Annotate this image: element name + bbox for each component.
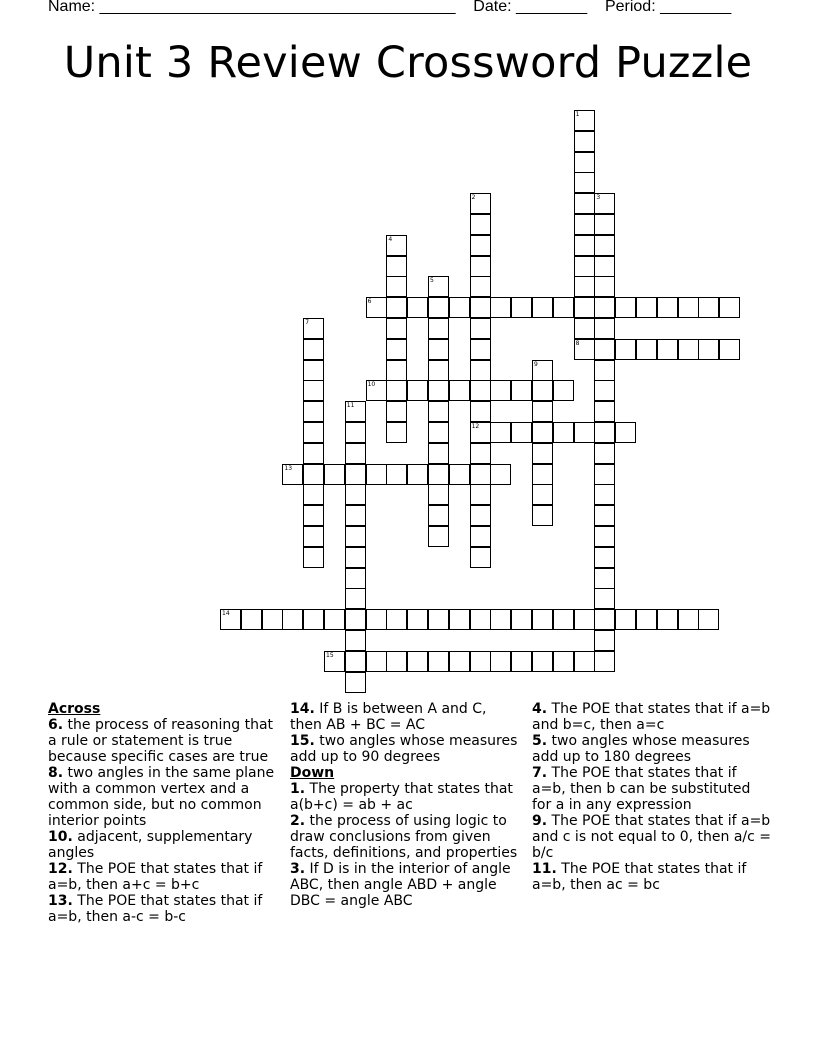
crossword-cell[interactable] — [428, 505, 449, 526]
crossword-cell[interactable] — [532, 297, 553, 318]
crossword-cell[interactable] — [407, 380, 428, 401]
crossword-cell[interactable] — [678, 297, 699, 318]
crossword-cell[interactable] — [719, 297, 740, 318]
clue-number: 9. — [532, 813, 548, 829]
crossword-cell[interactable] — [428, 297, 449, 318]
crossword-cell[interactable] — [324, 651, 345, 672]
crossword-cell[interactable] — [303, 422, 324, 443]
crossword-cell[interactable] — [470, 505, 491, 526]
across-clue-15 — [290, 733, 522, 765]
crossword-cell[interactable] — [553, 422, 574, 443]
crossword-cell[interactable] — [386, 401, 407, 422]
crossword-cell[interactable] — [345, 588, 366, 609]
crossword-cell[interactable] — [407, 297, 428, 318]
crossword-cell[interactable] — [470, 547, 491, 568]
clue-number: 7. — [532, 765, 548, 781]
crossword-cell[interactable] — [303, 380, 324, 401]
crossword-cell[interactable] — [594, 380, 615, 401]
clue-text: The POE that states that if a=b, then ac = bc — [532, 861, 747, 893]
crossword-cell[interactable] — [594, 588, 615, 609]
crossword-cell[interactable] — [594, 360, 615, 381]
crossword-cell[interactable] — [574, 297, 595, 318]
crossword-cell[interactable] — [345, 547, 366, 568]
crossword-cell[interactable] — [386, 339, 407, 360]
crossword-cell[interactable] — [428, 443, 449, 464]
crossword-cell[interactable] — [532, 380, 553, 401]
crossword-cell[interactable] — [407, 651, 428, 672]
crossword-cell[interactable] — [636, 297, 657, 318]
crossword-cell[interactable] — [470, 380, 491, 401]
crossword-cell[interactable] — [386, 297, 407, 318]
crossword-cell[interactable] — [303, 360, 324, 381]
crossword-cell[interactable] — [345, 443, 366, 464]
clue-number: 13. — [48, 893, 73, 909]
crossword-cell[interactable] — [698, 609, 719, 630]
crossword-cell[interactable] — [594, 609, 615, 630]
crossword-cell[interactable] — [490, 464, 511, 485]
crossword-cell[interactable] — [470, 484, 491, 505]
crossword-cell[interactable] — [449, 464, 470, 485]
name-date-period-line: Name: ________________________________________ Date: ________ Period: ________ — [48, 0, 732, 15]
crossword-cell[interactable] — [594, 443, 615, 464]
crossword-cell[interactable] — [428, 464, 449, 485]
crossword-cell[interactable] — [470, 401, 491, 422]
clue-number: 2. — [290, 813, 306, 829]
crossword-cell[interactable] — [366, 464, 387, 485]
crossword-cell[interactable] — [470, 526, 491, 547]
crossword-cell[interactable] — [470, 464, 491, 485]
crossword-cell[interactable] — [470, 256, 491, 277]
crossword-cell[interactable] — [345, 505, 366, 526]
crossword-cell[interactable] — [449, 609, 470, 630]
crossword-cell[interactable] — [428, 276, 449, 297]
crossword-cell[interactable] — [594, 630, 615, 651]
clue-text: If D is in the interior of angle ABC, then angle ABD + angle DBC = angle ABC — [290, 861, 511, 909]
crossword-cell[interactable] — [449, 297, 470, 318]
crossword-cell[interactable] — [386, 360, 407, 381]
clue-number: 15. — [290, 733, 315, 749]
cell-number: 7 — [305, 319, 310, 326]
clue-text: The property that states that a(b+c) = ab + ac — [290, 781, 513, 813]
clue-number: 14. — [290, 701, 315, 717]
down-clue-5 — [532, 733, 772, 765]
crossword-cell[interactable] — [303, 401, 324, 422]
crossword-cell[interactable] — [428, 526, 449, 547]
crossword-cell[interactable] — [511, 422, 532, 443]
clue-text: The POE that states that if a=b, then a+c = b+c — [48, 861, 263, 893]
cell-number: 8 — [575, 339, 580, 347]
crossword-cell[interactable] — [386, 422, 407, 443]
crossword-cell[interactable] — [407, 464, 428, 485]
crossword-cell[interactable] — [532, 401, 553, 422]
cell-number: 6 — [367, 298, 372, 306]
crossword-cell[interactable] — [636, 339, 657, 360]
crossword-cell[interactable] — [220, 609, 241, 630]
crossword-cell[interactable] — [698, 297, 719, 318]
crossword-cell[interactable] — [594, 568, 615, 589]
clue-text: The POE that states that if a=b, then b can be substituted for a in any expression — [532, 765, 751, 813]
crossword-cell[interactable] — [678, 609, 699, 630]
crossword-cell[interactable] — [303, 318, 324, 339]
crossword-cell[interactable] — [594, 505, 615, 526]
crossword-cell[interactable] — [324, 464, 345, 485]
crossword-cell[interactable] — [428, 318, 449, 339]
crossword-cell[interactable] — [428, 484, 449, 505]
cell-number: 1 — [575, 111, 580, 118]
crossword-cell[interactable] — [470, 443, 491, 464]
clue-text: the process of using logic to draw conclusions from given facts, definitions, and properties — [290, 813, 518, 861]
crossword-cell[interactable] — [470, 651, 491, 672]
crossword-cell[interactable] — [594, 318, 615, 339]
cell-number: 12 — [471, 423, 480, 430]
crossword-cell[interactable] — [615, 422, 636, 443]
crossword-cell[interactable] — [594, 256, 615, 277]
crossword-cell[interactable] — [594, 214, 615, 235]
crossword-cell[interactable] — [386, 609, 407, 630]
down-heading: Down — [290, 765, 335, 781]
cell-number: 3 — [596, 194, 601, 202]
crossword-cell[interactable] — [636, 609, 657, 630]
crossword-cell[interactable] — [470, 422, 491, 443]
across-clue-8 — [48, 765, 280, 829]
crossword-cell[interactable] — [574, 193, 595, 214]
crossword-cell[interactable] — [532, 651, 553, 672]
crossword-cell[interactable] — [574, 339, 595, 360]
crossword-cell[interactable] — [407, 609, 428, 630]
crossword-cell[interactable] — [345, 401, 366, 422]
crossword-cell[interactable] — [511, 380, 532, 401]
crossword-cell[interactable] — [470, 235, 491, 256]
crossword-cell[interactable] — [574, 422, 595, 443]
crossword-cell[interactable] — [511, 297, 532, 318]
crossword-cell[interactable] — [532, 484, 553, 505]
crossword-cell[interactable] — [719, 339, 740, 360]
crossword-cell[interactable] — [303, 443, 324, 464]
clues-column-1 — [48, 701, 280, 925]
crossword-cell[interactable] — [428, 360, 449, 381]
crossword-cell[interactable] — [345, 609, 366, 630]
crossword-cell[interactable] — [303, 339, 324, 360]
crossword-cell[interactable] — [345, 422, 366, 443]
down-clue-9 — [532, 813, 772, 861]
crossword-cell[interactable] — [574, 235, 595, 256]
cell-number: 13 — [284, 464, 293, 472]
cell-number: 9 — [534, 360, 538, 368]
crossword-cell[interactable] — [532, 609, 553, 630]
crossword-cell[interactable] — [470, 297, 491, 318]
down-clue-4 — [532, 701, 772, 733]
crossword-cell[interactable] — [532, 464, 553, 485]
crossword-cell[interactable] — [594, 297, 615, 318]
clue-number: 10. — [48, 829, 73, 845]
crossword-cell[interactable] — [345, 630, 366, 651]
crossword-cell[interactable] — [345, 464, 366, 485]
crossword-cell[interactable] — [241, 609, 262, 630]
crossword-cell[interactable] — [594, 193, 615, 214]
crossword-cell[interactable] — [553, 609, 574, 630]
crossword-cell[interactable] — [553, 297, 574, 318]
clue-text: The POE that states that if a=b and c is not equal to 0, then a/c = b/c — [532, 813, 772, 861]
cell-number: 11 — [346, 402, 355, 410]
crossword-cell[interactable] — [574, 110, 595, 131]
across-heading: Across — [48, 701, 101, 717]
crossword-cell[interactable] — [490, 380, 511, 401]
across-clue-12 — [48, 861, 280, 893]
crossword-cell[interactable] — [657, 339, 678, 360]
crossword-cell[interactable] — [574, 214, 595, 235]
crossword-cell[interactable] — [470, 360, 491, 381]
crossword-cell[interactable] — [511, 609, 532, 630]
crossword-cell[interactable] — [594, 484, 615, 505]
clue-text: The POE that states that if a=b and b=c, then a=c — [532, 701, 771, 733]
crossword-cell[interactable] — [574, 651, 595, 672]
crossword-cell[interactable] — [386, 235, 407, 256]
crossword-cell[interactable] — [345, 568, 366, 589]
crossword-cell[interactable] — [490, 609, 511, 630]
crossword-cell[interactable] — [366, 651, 387, 672]
crossword-cell[interactable] — [594, 235, 615, 256]
down-clue-7 — [532, 765, 772, 813]
crossword-cell[interactable] — [386, 651, 407, 672]
crossword-cell[interactable] — [470, 339, 491, 360]
crossword-cell[interactable] — [428, 651, 449, 672]
crossword-cell[interactable] — [345, 484, 366, 505]
crossword-cell[interactable] — [657, 297, 678, 318]
crossword-cell[interactable] — [532, 422, 553, 443]
crossword-cell[interactable] — [470, 193, 491, 214]
crossword-cell[interactable] — [345, 672, 366, 693]
crossword-cell[interactable] — [574, 172, 595, 193]
crossword-cell[interactable] — [386, 276, 407, 297]
crossword-cell[interactable] — [594, 401, 615, 422]
crossword-cell[interactable] — [574, 609, 595, 630]
clue-number: 11. — [532, 861, 557, 877]
crossword-cell[interactable] — [303, 609, 324, 630]
crossword-cell[interactable] — [449, 380, 470, 401]
crossword-cell[interactable] — [282, 464, 303, 485]
crossword-cell[interactable] — [553, 380, 574, 401]
down-clue-11 — [532, 861, 772, 893]
crossword-cell[interactable] — [303, 526, 324, 547]
crossword-cell[interactable] — [428, 339, 449, 360]
crossword-cell[interactable] — [428, 422, 449, 443]
crossword-cell[interactable] — [345, 651, 366, 672]
clue-text: two angles in the same plane with a common vertex and a common side, but no common interior points — [48, 765, 275, 829]
clue-number: 3. — [290, 861, 306, 877]
clue-number: 12. — [48, 861, 73, 877]
crossword-cell[interactable] — [574, 276, 595, 297]
across-clue-6 — [48, 717, 280, 765]
crossword-cell[interactable] — [262, 609, 283, 630]
crossword-cell[interactable] — [366, 609, 387, 630]
crossword-cell[interactable] — [615, 339, 636, 360]
clue-text: adjacent, supplementary angles — [48, 829, 253, 861]
crossword-cell[interactable] — [574, 256, 595, 277]
crossword-cell[interactable] — [345, 526, 366, 547]
crossword-cell[interactable] — [657, 609, 678, 630]
crossword-cell[interactable] — [303, 484, 324, 505]
crossword-cell[interactable] — [594, 651, 615, 672]
crossword-cell[interactable] — [594, 464, 615, 485]
crossword-cell[interactable] — [470, 318, 491, 339]
clues-column-3 — [532, 701, 772, 893]
crossword-cell[interactable] — [532, 505, 553, 526]
crossword-cell[interactable] — [386, 464, 407, 485]
crossword-cell[interactable] — [574, 152, 595, 173]
down-clue-2 — [290, 813, 522, 861]
crossword-cell[interactable] — [303, 505, 324, 526]
clue-number: 6. — [48, 717, 64, 733]
crossword-cell[interactable] — [428, 380, 449, 401]
across-clue-14 — [290, 701, 522, 733]
crossword-cell[interactable] — [303, 547, 324, 568]
cell-number: 5 — [430, 277, 434, 285]
down-clue-1 — [290, 781, 522, 813]
crossword-cell[interactable] — [490, 651, 511, 672]
down-clue-3 — [290, 861, 522, 909]
crossword-cell[interactable] — [574, 318, 595, 339]
crossword-cell[interactable] — [428, 609, 449, 630]
crossword-cell[interactable] — [594, 547, 615, 568]
crossword-cell[interactable] — [490, 422, 511, 443]
crossword-cell[interactable] — [511, 651, 532, 672]
crossword-cell[interactable] — [698, 339, 719, 360]
crossword-cell[interactable] — [324, 609, 345, 630]
crossword-cell[interactable] — [303, 464, 324, 485]
crossword-cell[interactable] — [282, 609, 303, 630]
clue-text: two angles whose measures add up to 90 degrees — [290, 733, 518, 765]
cell-number: 14 — [222, 610, 230, 618]
cell-number: 2 — [471, 194, 476, 202]
crossword-cell[interactable] — [386, 256, 407, 277]
crossword-cell[interactable] — [449, 651, 470, 672]
crossword-cell[interactable] — [532, 443, 553, 464]
crossword-cell[interactable] — [594, 422, 615, 443]
crossword-cell[interactable] — [428, 401, 449, 422]
crossword-cell[interactable] — [366, 380, 387, 401]
clue-text: If B is between A and C, then AB + BC = AC — [290, 701, 487, 733]
cell-number: 10 — [367, 381, 376, 389]
cell-number: 15 — [326, 651, 334, 659]
crossword-cell[interactable] — [615, 297, 636, 318]
crossword-cell[interactable] — [490, 297, 511, 318]
clue-text: The POE that states that if a=b, then a-c = b-c — [48, 893, 263, 925]
crossword-cell[interactable] — [366, 297, 387, 318]
crossword-cell[interactable] — [553, 651, 574, 672]
across-clue-10 — [48, 829, 280, 861]
crossword-cell[interactable] — [532, 360, 553, 381]
clue-number: 8. — [48, 765, 64, 781]
crossword-cell[interactable] — [678, 339, 699, 360]
crossword-cell[interactable] — [386, 380, 407, 401]
clue-number: 1. — [290, 781, 306, 797]
clue-text: the process of reasoning that a rule or statement is true because specific cases are true — [48, 717, 274, 765]
crossword-cell[interactable] — [594, 526, 615, 547]
crossword-cell[interactable] — [594, 339, 615, 360]
crossword-cell[interactable] — [470, 609, 491, 630]
clue-number: 4. — [532, 701, 548, 717]
crossword-cell[interactable] — [574, 131, 595, 152]
cell-number: 4 — [388, 235, 393, 243]
across-clue-13 — [48, 893, 280, 925]
clue-text: two angles whose measures add up to 180 degrees — [532, 733, 750, 765]
crossword-cell[interactable] — [470, 276, 491, 297]
crossword-cell[interactable] — [615, 609, 636, 630]
crossword-cell[interactable] — [594, 276, 615, 297]
crossword-cell[interactable] — [386, 318, 407, 339]
page-title: Unit 3 Review Crossword Puzzle — [63, 38, 753, 88]
clue-number: 5. — [532, 733, 548, 749]
clues-column-2 — [290, 701, 522, 909]
crossword-cell[interactable] — [470, 214, 491, 235]
